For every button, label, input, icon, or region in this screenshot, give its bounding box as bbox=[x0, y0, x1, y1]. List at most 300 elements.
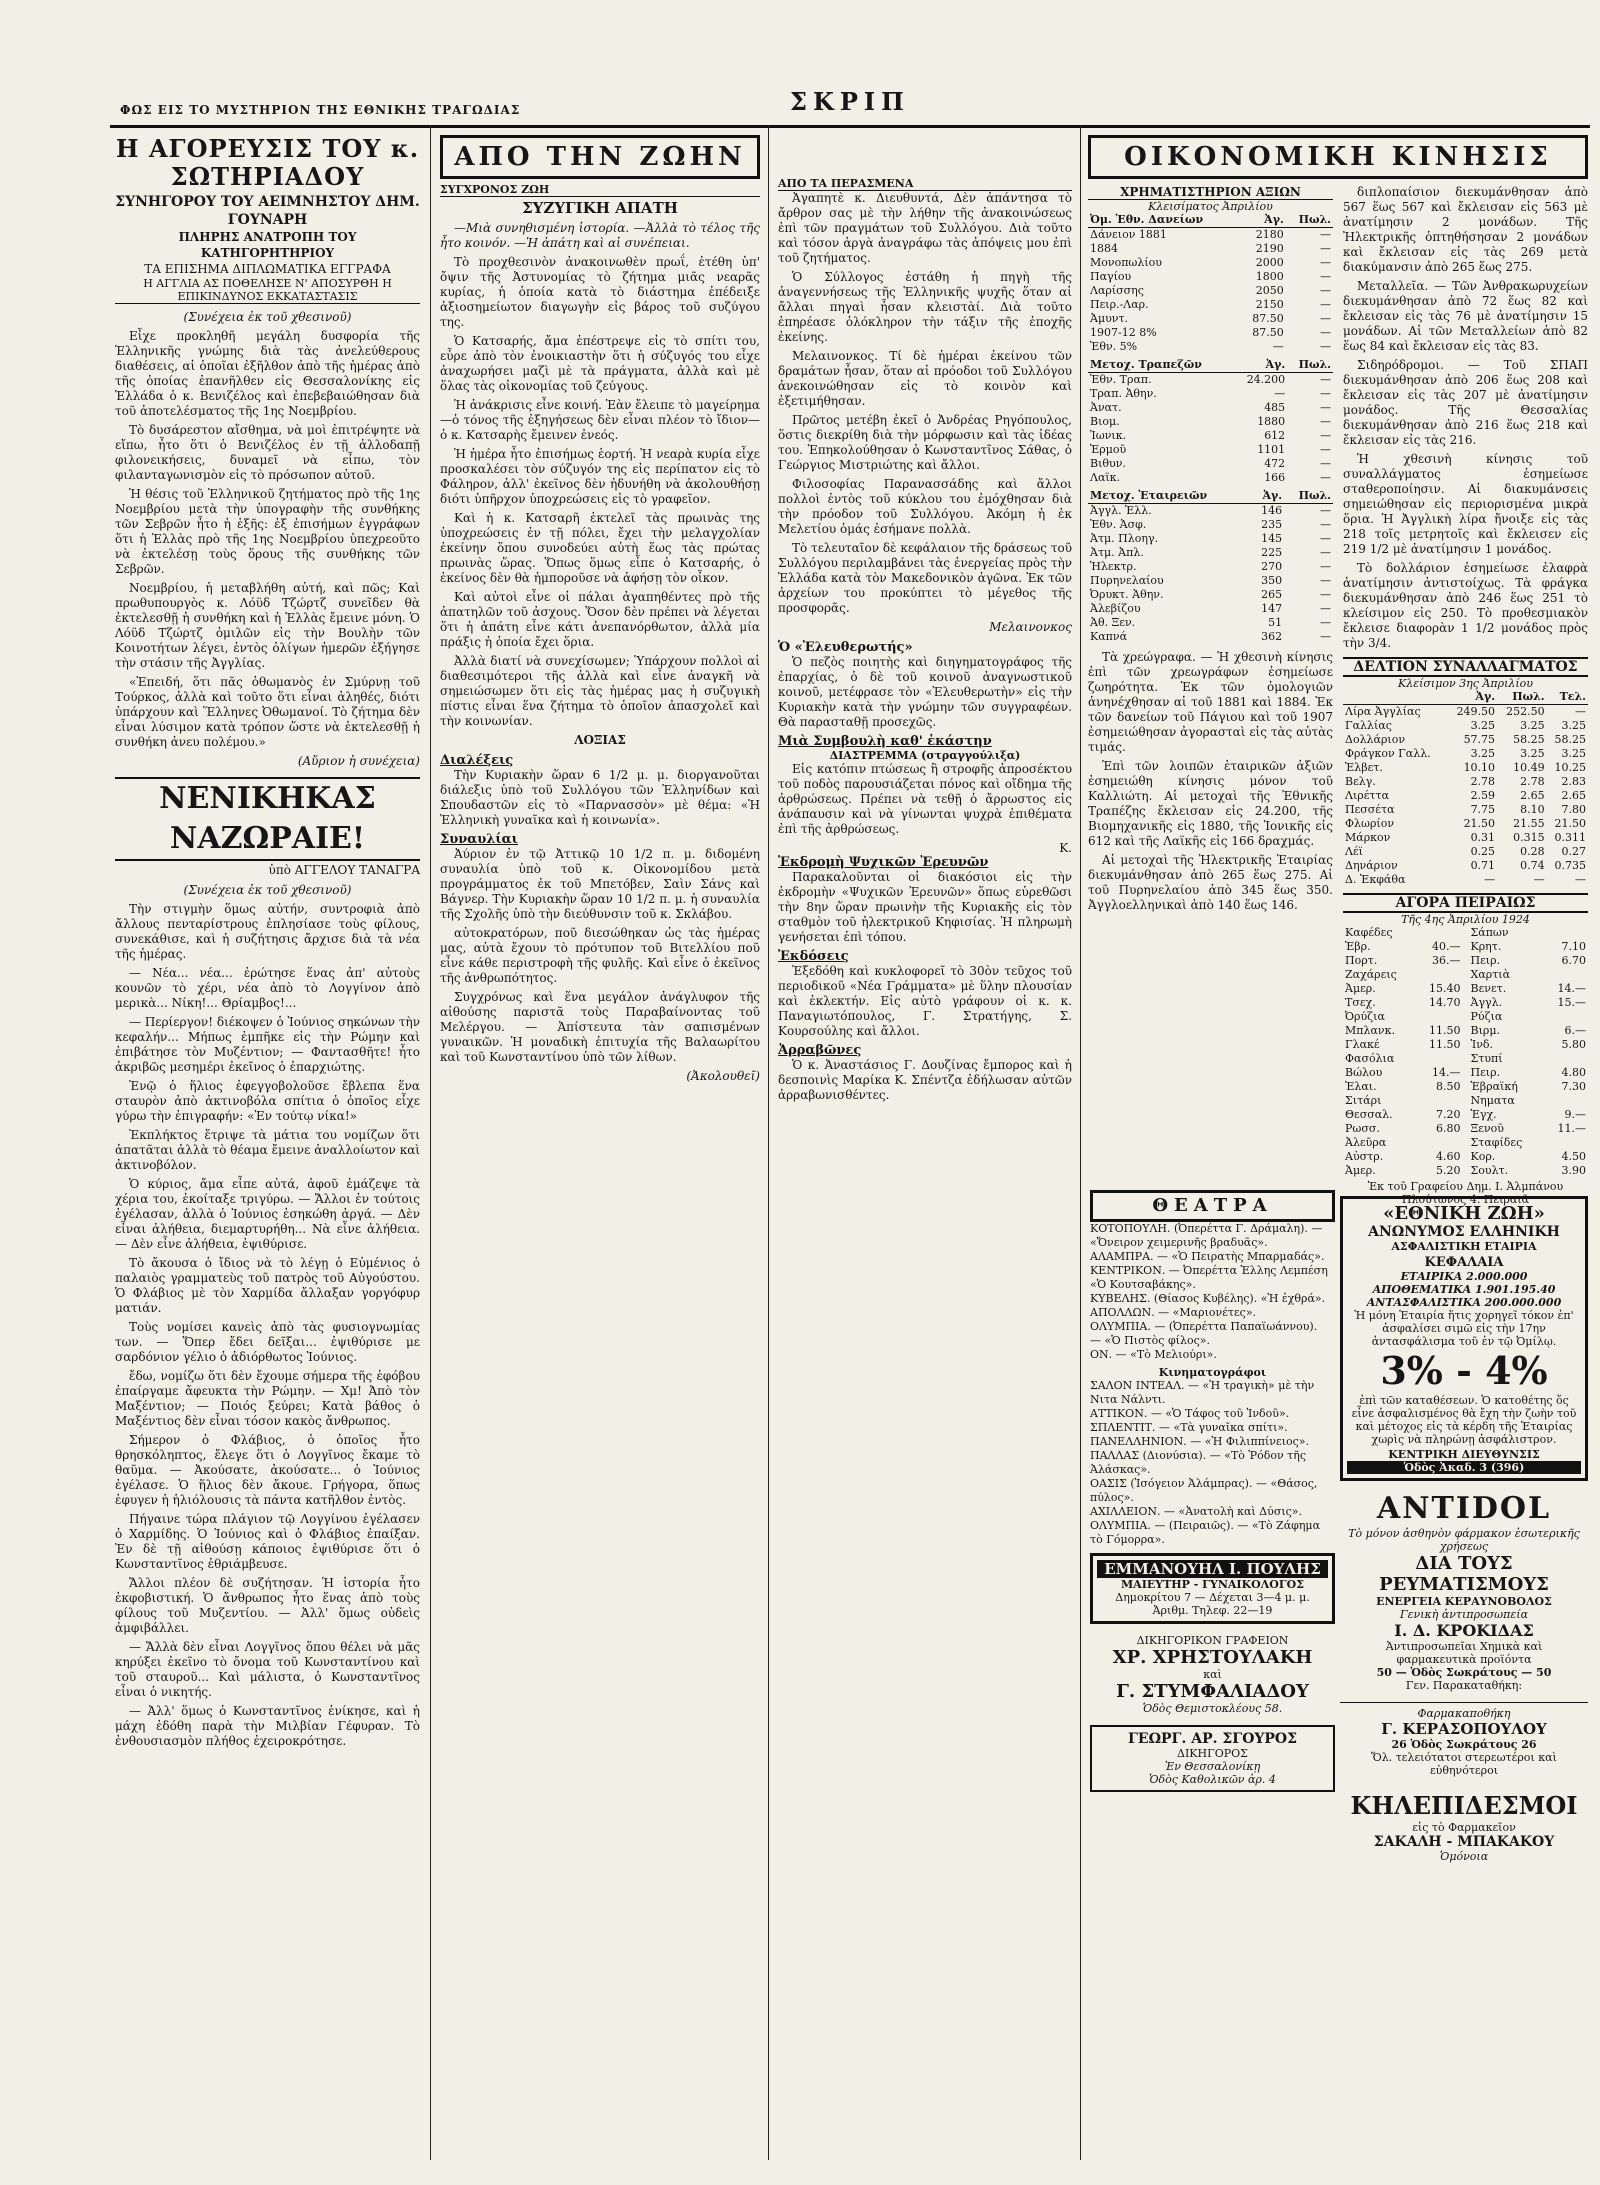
table-cell: 6.70 bbox=[1561, 954, 1586, 967]
article-paragraph: αὐτοκρατόρων, ποῦ διεσώθηκαν ὡς τὰς ἡμέρας μας, αὐτὰ ἔχουν τὸ πρότυπον τοῦ Βιτελλίου ποῦ εἶνε κάθε περιστροφὴ τῆς φυλῆς. Καὶ εἶνε ὁ ἐκεῖνος τῆς ἀνθρωπότητος. bbox=[440, 926, 760, 985]
table-cell: Ξενοῦ bbox=[1470, 1122, 1504, 1135]
table-cell: 21.55 bbox=[1513, 817, 1545, 830]
table-cell: — bbox=[1320, 616, 1331, 629]
market-title: ΑΓΟΡΑ ΠΕΙΡΑΙΩΣ bbox=[1343, 893, 1588, 913]
table-cell: 146 bbox=[1261, 504, 1283, 517]
table-cell: — bbox=[1320, 443, 1331, 456]
table-row bbox=[1343, 845, 1588, 859]
table-cell: — bbox=[1320, 532, 1331, 545]
table-row bbox=[1088, 373, 1333, 388]
ad-role: ΜΑΙΕΥΤΗΡ - ΓΥΝΑΙΚΟΛΟΓΟΣ bbox=[1121, 1578, 1304, 1591]
table-row bbox=[1469, 1094, 1589, 1108]
table-cell: 0.74 bbox=[1520, 859, 1545, 872]
table-row bbox=[1088, 387, 1333, 401]
column-rule bbox=[430, 125, 431, 2160]
column-2 bbox=[440, 135, 760, 2155]
ad-bandages bbox=[1340, 1787, 1588, 1867]
brief-text: Παρακαλοῦνται οἱ διακόσιοι εἰς τὴν ἐκδρομὴν «Ψυχικῶν Ἐρευνῶν» ὅπως εὑρεθῶσι τὴν 8ην ὥραν πρωινὴν τῆς Κυριακῆς εἰς τὸν σταθμὸν τοῦ ἠλεκτρικοῦ Κηφισίας. Ἡ πληρωμὴ γενήσεται ἐπὶ τόπου. bbox=[778, 870, 1072, 944]
continued-note: (Συνέχεια ἐκ τοῦ χθεσινοῦ) bbox=[183, 310, 352, 324]
table-cell: 147 bbox=[1261, 602, 1283, 615]
theatre-listing: ΚΟΤΟΠΟΥΛΗ. (Ὀπερέττα Γ. Δράμαλη). — «Ὄνειρον χειμερινῆς βραδυᾶς». bbox=[1090, 1222, 1323, 1249]
table-cell: Σιτάρι bbox=[1345, 1094, 1382, 1107]
article-subtitle: ΣΥΝΗΓΟΡΟΥ ΤΟΥ ΑΕΙΜΝΗΣΤΟΥ ΔΗΜ. ΓΟΥΝΑΡΗ bbox=[115, 194, 420, 228]
table-cell: 7.20 bbox=[1436, 1108, 1461, 1121]
table-cell: 11.50 bbox=[1429, 1038, 1461, 1051]
table-row bbox=[1343, 1164, 1463, 1178]
table-cell: Πεσσέτα bbox=[1345, 803, 1395, 816]
table-cell: — bbox=[1320, 471, 1331, 484]
ad-pharmacy bbox=[1340, 1702, 1588, 1781]
table-cell bbox=[1544, 926, 1588, 940]
table-cell: 4.50 bbox=[1561, 1150, 1586, 1163]
table-row bbox=[1088, 574, 1333, 588]
column-rule bbox=[1080, 125, 1081, 2160]
table-cell: Ἀμερ. bbox=[1345, 1164, 1376, 1177]
table-cell: 24.200 bbox=[1246, 373, 1286, 386]
ad-address: Δημοκρίτου 7 — Δέχεται 3—4 μ. μ. bbox=[1115, 1591, 1310, 1604]
ad-name: Γ. ΣΤΥΜΦΑΛΙΑΔΟΥ bbox=[1116, 1681, 1309, 1702]
cinema-listing: ΑΤΤΙΚΟΝ. — «Ὁ Τάφος τοῦ Ἰνδοῦ». bbox=[1090, 1407, 1290, 1420]
table-cell: 3.25 bbox=[1561, 747, 1586, 760]
table-cell: Λαρίσσης bbox=[1090, 284, 1144, 297]
table-cell: — bbox=[1320, 457, 1331, 470]
table-cell: Ἰνδ. bbox=[1470, 1038, 1494, 1051]
fx-subtitle: Κλείσιμον 3ης Ἀπριλίου bbox=[1398, 677, 1533, 690]
table-row bbox=[1469, 982, 1589, 996]
ads-right bbox=[1340, 1190, 1588, 2170]
market-commentary: Αἱ μετοχαὶ τῆς Ἠλεκτρικῆς Ἑταιρίας διεκυμάνθησαν ἀπὸ 265 ἕως 275. Αἱ τοῦ Πυρηνελαίου ἀπὸ 345 ἕως 350. Ἀγγλοελληνικαὶ ἀπὸ 140 ἕως 146. bbox=[1088, 853, 1333, 912]
market-commentary: Ἐπὶ τῶν λοιπῶν ἑταιρικῶν ἀξιῶν ἐσημειώθη κίνησις μόνον τοῦ Καλλιώτη. Αἱ μετοχαὶ τῆς Ἐθνικῆς Τραπέζης ἔκλεισαν εἰς 24.200, τῆς Βιομηχανικῆς εἰς 1880, τῆς Ἰονικῆς εἰς 612 καὶ τῆς Λαϊκῆς εἰς 166 δραχμάς. bbox=[1088, 759, 1333, 848]
table-cell: 3.25 bbox=[1520, 747, 1545, 760]
market-commentary: Μεταλλεῖα. — Τῶν Ἀνθρακωρυχείων διεκυμάνθησαν ἀπὸ 72 ἕως 82 καὶ ἔκλεισαν εἰς τὰς 76 μὲ ἀνατίμησιν 15 μονάδων. Αἱ τῶν Μεταλλείων ἀπὸ 82 ἕως 84 καὶ ἔκλεισαν εἰς τὰς 83. bbox=[1343, 279, 1588, 353]
table-row bbox=[1469, 1024, 1589, 1038]
story-paragraph: — Νέα... νέα... ἐρώτησε ἕνας ἀπ' αὐτοὺς κουνῶν τὸ χέρι, νέα ἀπὸ τὸ Λογγίνον ἀπὸ μερικὰ... Νίκη!... Θρίαμβος!... bbox=[115, 966, 420, 1010]
theatre-listing: ΟΝ. — «Τὸ Μελιούρι». bbox=[1090, 1348, 1217, 1361]
table-cell: 15.40 bbox=[1429, 982, 1461, 995]
brief-text: Ἀύριον ἐν τῷ Ἀττικῷ 10 1/2 π. μ. διδομένη συναυλία ὑπὸ τοῦ κ. Οἰκονομίδου μετὰ προγράμματος ἐκ τοῦ Μπετόβεν, Σαὶν Σάνς καὶ Βάγνερ. Τὴν Κυριακὴν ὥραν 10 1/2 π. μ. ἡ συναυλία τῆς Σχολῆς ὑπὸ τὴν διεύθυνσιν τοῦ κ. Σκλάβου. bbox=[440, 847, 760, 921]
table-cell: 235 bbox=[1261, 518, 1283, 531]
table-cell: Κορ. bbox=[1470, 1150, 1496, 1163]
article-paragraph: Ἀλλὰ διατί νὰ συνεχίσωμεν; Ὑπάρχουν πολλοὶ αἱ διαθεσιμότεροι τῆς ἀλλὰ καὶ εἶνε ἀναγκῆ νὰ σημειώσωμεν ὅτι εἰς τὰς ἡμέρας μας ἡ συζυγικὴ πίστις εἶναι ἕνα ζήτημα τὸ ὁποῖον ἀπασχολεῖ καὶ τὴν κοινωνίαν. bbox=[440, 654, 760, 728]
market-commentary: διπλοπαίσιον διεκυμάνθησαν ἀπὸ 567 ἕως 567 καὶ ἔκλεισαν εἰς 563 μὲ ἀνατίμησιν 2 μονάδων. Τῆς Ἠλεκτρικῆς ὁπτηθήσησαν 2 μονάδων καὶ ἔκλεισαν εἰς τὰς 269 μετὰ διακύμανσιν ἀπὸ 265 ἕως 275. bbox=[1343, 185, 1588, 274]
table-row bbox=[1343, 926, 1463, 940]
table-cell: Δάνειον 1881 bbox=[1090, 228, 1167, 241]
article-paragraph: Συγχρόνως καὶ ἕνα μεγάλον ἀνάγλυφον τῆς αἰθούσης παριστᾶ τοὺς Παραβαίνοντας τοῦ Μελέργου. — Ἀπίστευτα τὰν σαπισμένων γυναικῶν. Ἡ μοναδικὴ ἐπιτυχία τῆς Βαλαωρίτου καὶ τοῦ Κωνσταντίνου ὑπὸ τῶν λίθων. bbox=[440, 990, 760, 1064]
table-cell: Δηνάριον bbox=[1345, 859, 1398, 872]
letter-paragraph: Τὸ τελευταῖον δὲ κεφάλαιον τῆς δράσεως τοῦ Συλλόγου περιλαμβάνει τὰς ἐνεργείας πρὸς τὴν Ἑλλάδα κατὰ τὸν Μακεδονικὸν ἀγῶνα. Ἐκ τῶν ἀρχείων του προκύπτει τὸ μέγεθος τῆς προσφορᾶς. bbox=[778, 541, 1072, 615]
table-header: Μετοχ. Ἑταιρειῶν bbox=[1088, 489, 1251, 504]
table-cell: 1800 bbox=[1255, 270, 1284, 283]
table-row bbox=[1088, 228, 1333, 243]
table-cell bbox=[1544, 1136, 1588, 1150]
table-cell: 2150 bbox=[1255, 298, 1284, 311]
ad-text: ἐπὶ τῶν καταθέσεων. Ὁ κατοθέτης ὅς εἶνε ἀσφαλισμένος θὰ ἔχη τὴν ζωὴν τοῦ καὶ μέτοχος εἰς τὰ κέρδη τῆς Ἑταιρίας χωρὶς νὰ πληρώνῃ ἀσφάλιστρον. bbox=[1351, 1394, 1577, 1446]
cinema-listing: ΟΛΥΜΠΙΑ. — (Πειραιῶς). — «Τὸ Ζάφημα τὸ Γόμορρα». bbox=[1090, 1519, 1321, 1546]
article-paragraph: Τὸ προχθεσινὸν ἀνακοινωθὲν πρωΐ, ἐτέθη ὑπ' ὄψιν τῆς Ἀστυνομίας τὸ ζήτημα μιᾶς νεαρᾶς κυρίας, ἡ ὁποία κατὰ τὸ διάστημα ἐπέδειξε ἀξιοσημείωτον διαγωγὴν εἰς βάρος τοῦ συζύγου της. bbox=[440, 255, 760, 329]
subheading: Συναυλίαι bbox=[440, 832, 518, 847]
table-cell: 2.78 bbox=[1520, 775, 1545, 788]
table-row bbox=[1088, 560, 1333, 574]
ad-law-office bbox=[1090, 1630, 1335, 1719]
table-row bbox=[1088, 256, 1333, 270]
table-cell: 57.75 bbox=[1463, 733, 1496, 746]
article-subtitle-3: ΤΑ ΕΠΙΣΗΜΑ ΔΙΠΛΩΜΑΤΙΚΑ ΕΓΓΡΑΦΑ bbox=[144, 262, 391, 276]
table-row bbox=[1088, 401, 1333, 415]
story-paragraph: Ἄλλοι πλέον δὲ συζήτησαν. Ἡ ἱστορία ἦτο ἐκφοβιστική. Ὁ ἄνθρωπος ἦτο ἕνας ἀπὸ τοὺς φίλους τοῦ Μυζεντίου. — Ἀλλ' ὅμως οὐδεὶς ἀμφιβάλλει. bbox=[115, 1576, 420, 1635]
table-row bbox=[1343, 1094, 1463, 1108]
table-header: Ὀμ. Ἐθν. Δανείων bbox=[1088, 213, 1240, 228]
article-paragraph: Ἡ θέσις τοῦ Ἑλληνικοῦ ζητήματος πρὸ τῆς 1ης Νοεμβρίου μετὰ τὴν ὑπογραφὴν τῆς συνθήκης τῶν Σεβρῶν ἦτο ἡ ἑξῆς: ἐξ ἐπισήμων ἐγγράφων ὅτι ἡ Ἑλλὰς πρὸ τῆς 1ης Νοεμβρίου ὑπεχρεοῦτο νὰ ἐκτελέσῃ τοὺς ὅρους τῆς συνθήκης τῶν Σεβρῶν. bbox=[115, 487, 420, 576]
table-cell: Βιρμ. bbox=[1470, 1024, 1501, 1037]
table-row bbox=[1088, 630, 1333, 644]
table-cell: Ἀλεῦρα bbox=[1345, 1136, 1387, 1149]
cinema-listing: ΠΑΛΛΑΣ (Διονύσια). — «Τὸ Ῥόδον τῆς Ἀλάσκας». bbox=[1090, 1449, 1306, 1476]
table-row bbox=[1088, 532, 1333, 546]
ad-insurance bbox=[1340, 1196, 1588, 1481]
table-cell bbox=[1416, 1094, 1462, 1108]
table-cell: 0.28 bbox=[1520, 845, 1545, 858]
table-row bbox=[1343, 954, 1463, 968]
table-cell: 225 bbox=[1261, 546, 1283, 559]
table-cell: Ἀτμ. Ἀπλ. bbox=[1090, 546, 1144, 559]
cinema-list bbox=[1090, 1379, 1335, 1547]
table-cell: Ἀμερ. bbox=[1345, 982, 1376, 995]
table-row bbox=[1088, 471, 1333, 485]
table-row bbox=[1343, 996, 1463, 1010]
table-header: Πωλ. bbox=[1287, 358, 1333, 373]
ad-text: Ἡ μόνη Ἑταιρία ἥτις χορηγεῖ τόκον ἐπ' ἀσφαλίσει σιμῶ εἰς τὴν 17ην ἀντασφάλισμα τοῦ ἐν τῷ Ὀμίλῳ. bbox=[1354, 1309, 1574, 1348]
table-header: Πωλ. bbox=[1286, 213, 1333, 228]
table-row bbox=[1088, 270, 1333, 284]
ad-text: Τὸ μόνον ἀσθηνὸν φάρμακον ἐσωτερικῆς χρήσεως bbox=[1348, 1527, 1580, 1553]
table-header: Ἀγ. bbox=[1251, 489, 1285, 504]
table-cell: 166 bbox=[1264, 471, 1286, 484]
table-cell: — bbox=[1272, 340, 1284, 353]
table-row bbox=[1343, 803, 1588, 817]
signature: Κ. bbox=[1059, 841, 1072, 855]
table-row bbox=[1469, 1066, 1589, 1080]
table-cell: — bbox=[1320, 373, 1331, 386]
cinema-listing: ΠΑΝΕΛΛΗΝΙΟΝ. — «Ἡ Φιλιππίνειος». bbox=[1090, 1435, 1310, 1448]
table-row bbox=[1343, 1052, 1463, 1066]
ad-text: Ἀντιπροσωπεῖαι Χημικὰ καὶ φαρμακευτικὰ προϊόντα bbox=[1385, 1640, 1543, 1666]
table-cell: Γλακέ bbox=[1345, 1038, 1380, 1051]
table-cell: 2.59 bbox=[1470, 789, 1496, 802]
table-row bbox=[1343, 873, 1588, 887]
table-row bbox=[1088, 326, 1333, 340]
table-cell: 145 bbox=[1261, 532, 1283, 545]
table-cell: 362 bbox=[1261, 630, 1283, 643]
ad-line: ΑΠΟΘΕΜΑΤΙΚΑ 1.901.195.40 bbox=[1372, 1283, 1556, 1296]
table-cell: Καπνά bbox=[1090, 630, 1127, 643]
ad-title: ANTIDOL bbox=[1376, 1491, 1552, 1526]
table-row bbox=[1343, 968, 1463, 982]
table-row bbox=[1088, 340, 1333, 354]
table-cell: Φασόλια bbox=[1345, 1052, 1395, 1065]
ad-address: Ὁδὸς Καθολικῶν ἀρ. 4 bbox=[1149, 1773, 1276, 1786]
table-cell: Σουλτ. bbox=[1470, 1164, 1509, 1177]
ad-name: ΓΕΩΡΓ. ΑΡ. ΣΓΟΥΡΟΣ bbox=[1127, 1731, 1298, 1747]
table-cell: 8.10 bbox=[1520, 803, 1545, 816]
table-row bbox=[1088, 602, 1333, 616]
story-paragraph: — Ἀλλ' ὅμως ὁ Κωνσταντῖνος ἐνίκησε, καὶ ἡ μάχη ἐδόθη παρὰ τὴν Μιλβίαν Γέφυραν. Τὸ ἐνθουσιασμὸν πλήθος ἐχειροκρότησε. bbox=[115, 1704, 420, 1748]
table-row bbox=[1343, 859, 1588, 873]
table-cell: Ρύζια bbox=[1470, 1010, 1503, 1023]
ad-headline: ΔΙΑ ΤΟΥΣ ΡΕΥΜΑΤΙΣΜΟΥΣ bbox=[1379, 1553, 1549, 1595]
masthead bbox=[110, 87, 1590, 128]
continued-tag: (Αὔριον ἡ συνέχεια) bbox=[297, 754, 420, 768]
table-cell: Ἀνατ. bbox=[1090, 401, 1122, 414]
table-cell: 5.80 bbox=[1561, 1038, 1586, 1051]
table-cell: Ἡλεκτρ. bbox=[1090, 560, 1137, 573]
table-cell bbox=[1416, 968, 1462, 982]
table-row bbox=[1088, 457, 1333, 471]
story-paragraph: Ἐκπλήκτος ἔτριψε τὰ μάτια του νομίζων ὅτι ἀπατᾶται ἀλλὰ τὸ θέαμα ἔμεινε ἀναλλοίωτον καὶ ἀκτινοβόλον. bbox=[115, 1128, 420, 1172]
table-cell: Ἐγχ. bbox=[1470, 1108, 1497, 1121]
continued-tag: (Ἀκολουθεῖ) bbox=[686, 1069, 760, 1083]
table-cell: 1101 bbox=[1257, 443, 1286, 456]
ad-role: ΔΙΚΗΓΟΡΟΣ bbox=[1177, 1747, 1248, 1760]
ad-title: ΚΗΛΕΠΙΔΕΣΜΟΙ bbox=[1350, 1791, 1578, 1820]
table-row bbox=[1088, 284, 1333, 298]
table-cell: Πειρ. bbox=[1470, 954, 1501, 967]
table-row bbox=[1088, 242, 1333, 256]
table-cell: — bbox=[1274, 387, 1286, 400]
table-row bbox=[1343, 775, 1588, 789]
table-cell: 0.27 bbox=[1561, 845, 1586, 858]
table-cell: — bbox=[1320, 518, 1331, 531]
table-cell: Λιρέττα bbox=[1345, 789, 1390, 802]
ad-conjunction: καὶ bbox=[1203, 1668, 1222, 1681]
ad-line: ΑΝΤΑΣΦΑΛΙΣΤΙΚΑ 200.000.000 bbox=[1366, 1296, 1562, 1309]
ad-distributor-label: Γενικὴ ἀντιπροσωπεία bbox=[1399, 1608, 1529, 1621]
brief-text: Ὁ κ. Ἀναστάσιος Γ. Δουζίνας ἔμπορος καὶ ἡ δεσποινὶς Μαρίκα Κ. Σπέντζα ἐδήλωσαν αὐτῶν ἀρραβωνισθέντες. bbox=[778, 1058, 1072, 1102]
table-cell: — bbox=[1484, 873, 1496, 886]
table-cell: 3.25 bbox=[1470, 719, 1496, 732]
table-row bbox=[1343, 733, 1588, 747]
table-row bbox=[1469, 1164, 1589, 1178]
table-cell: Λαϊκ. bbox=[1090, 471, 1121, 484]
article-paragraph: Ἡ ἡμέρα ἦτο ἐπισήμως ἑορτή. Ἡ νεαρὰ κυρία εἶχε προσκαλέσει τὸν σύζυγόν της εἰς περίπατον εἰς τὸ Φάληρον, ἀλλ' ἐκεῖνος δὲν ἠδυνήθη νὰ ἀκολουθήσῃ διότι ὑπῆρχον ὑποχρεώσεις εἰς τὸ γραφεῖον. bbox=[440, 447, 760, 506]
ad-gynaecologist bbox=[1090, 1553, 1335, 1624]
table-cell: — bbox=[1320, 560, 1331, 573]
ad-label: ΔΙΚΗΓΟΡΙΚΟΝ ΓΡΑΦΕΙΟΝ bbox=[1136, 1634, 1289, 1647]
table-cell: Τραπ. Ἀθην. bbox=[1090, 387, 1157, 400]
table-cell: Στυπί bbox=[1470, 1052, 1503, 1065]
article-paragraph: Ὁ Κατσαρής, ἄμα ἐπέστρεψε εἰς τὸ σπίτι του, εὗρε ἀπὸ τὸν ἐνοικιαστὴν ὅτι ἡ σύζυγός του εἶχε ἀναχωρήσει μαζὶ μὲ τὰ πράγματα, ἀλλὰ καὶ μὲ ὅλας τὰς οἰκονομίας τοῦ ζεύγους. bbox=[440, 334, 760, 393]
table-cell: Νηματα bbox=[1470, 1094, 1515, 1107]
table-cell: 7.30 bbox=[1561, 1080, 1586, 1093]
cinema-listing: ΑΧΙΛΛΕΙΟΝ. — «Ἀνατολὴ καὶ Δύσις». bbox=[1090, 1505, 1303, 1518]
letter-paragraph: Ἀγαπητὲ κ. Διευθυντά, Δὲν ἀπάντησα τὸ ἄρθρον σας μὲ τὴν λήθην τῆς ἀνακοινώσεως ἐπὶ τῶν πραγμάτων τοῦ Συλλόγου. Διὰ τοῦτο καὶ τόσον ἀργὰ ἀναγράφω τὰς ἀπόψεις μου ἐπὶ τοῦ ζητήματος. bbox=[778, 191, 1072, 265]
market-table-right bbox=[1469, 926, 1589, 1178]
ad-subtitle: ΑΝΩΝΥΜΟΣ ΕΛΛΗΝΙΚΗ bbox=[1368, 1224, 1560, 1240]
table-row bbox=[1469, 1010, 1589, 1024]
story-paragraph: Ὁ κύριος, ἄμα εἶπε αὐτά, ἀφοῦ ἐμάζεψε τὰ χέρια του, ἐκοίταξε τριγύρω. — Ἄλλοι ἐν τούτοις ἐγέλασαν, ἀλλὰ ὁ Ἰούνιος ἐσηκώθη ἀργά. — Δὲν εἶναι ἀλήθεια, διεμαρτυρήθη... Νὰ εἶνε ἀλήθεια. — Δὲν εἶνε ἀλήθεια, ἐψιθύρισε. bbox=[115, 1177, 420, 1251]
company-shares-table bbox=[1088, 489, 1333, 644]
table-header bbox=[1343, 690, 1448, 705]
column-1 bbox=[115, 135, 420, 2155]
table-cell: — bbox=[1320, 546, 1331, 559]
continued-note: (Συνέχεια ἐκ τοῦ χθεσινοῦ) bbox=[183, 883, 352, 897]
fx-title: ΔΕΛΤΙΟΝ ΣΥΝΑΛΛΑΓΜΑΤΟΣ bbox=[1343, 657, 1588, 677]
table-cell: 0.31 bbox=[1470, 831, 1496, 844]
table-cell: — bbox=[1320, 242, 1331, 255]
table-cell: 2.83 bbox=[1561, 775, 1586, 788]
ad-city: Ἐν Θεσσαλονίκῃ bbox=[1164, 1760, 1261, 1773]
table-cell: Ἑλβετ. bbox=[1345, 761, 1383, 774]
table-cell: Σταφίδες bbox=[1470, 1136, 1523, 1149]
byline: ὑπὸ ΑΓΓΕΛΟΥ ΤΑΝΑΓΡΑ bbox=[268, 863, 420, 877]
table-cell: Χαρτιὰ bbox=[1470, 968, 1511, 981]
market-table-left bbox=[1343, 926, 1463, 1178]
ads-left bbox=[1090, 1190, 1335, 2170]
table-row bbox=[1343, 1038, 1463, 1052]
market-footer-2: Πλούτωνος 4. Πειραιᾶ bbox=[1401, 1193, 1530, 1206]
table-cell: — bbox=[1575, 873, 1586, 886]
table-cell: Ἀθ. Ξεν. bbox=[1090, 616, 1136, 629]
table-cell: 4.80 bbox=[1561, 1066, 1586, 1079]
table-cell: — bbox=[1320, 270, 1331, 283]
ad-text: εἰς τὸ Φαρμακεῖον bbox=[1412, 1821, 1516, 1834]
subheading: Ἐκδόσεις bbox=[778, 949, 849, 964]
table-row bbox=[1088, 443, 1333, 457]
story-title: ΝΕΝΙΚΗΚΑΣ ΝΑΖΩΡΑΙΕ! bbox=[115, 777, 420, 861]
ad-line: ΕΤΑΙΡΙΚΑ 2.000.000 bbox=[1400, 1270, 1528, 1283]
table-cell bbox=[1416, 1052, 1462, 1066]
ad-name: ΣΑΚΑΛΗ - ΜΠΑΚΑΚΟΥ bbox=[1373, 1834, 1555, 1850]
table-row bbox=[1343, 1108, 1463, 1122]
story-paragraph: Πήγαινε τώρα πλάγιον τῷ Λογγίνου ἐγέλασεν ὁ Χαρμίδης. Ὁ Ἰούνιος καὶ ὁ Φλάβιος ἐπαίξαν. Ἐν δὲ τῇ αἰθούσῃ κάποιος ἐψιθύρισε ὅτι ὁ Κωνσταντῖνος ἐθριάμβευσε. bbox=[115, 1512, 420, 1571]
story-paragraph: Ἐνῷ ὁ ἥλιος ἐφεγγοβολοῦσε ἔβλεπα ἕνα σταυρὸν ἀπὸ ἀκτινοβόλα σπίτια ὁ ὁποῖος εἶχε γύρω τὴν ἐπιγραφήν: «Ἐν τούτῳ νίκα!» bbox=[115, 1079, 420, 1123]
section-title: ΟΙΚΟΝΟΜΙΚΗ ΚΙΝΗΣΙΣ bbox=[1088, 135, 1588, 179]
table-cell: Πειρ. bbox=[1470, 1066, 1501, 1079]
table-cell: 249.50 bbox=[1456, 705, 1496, 718]
table-cell: Ἐθν. 5% bbox=[1090, 340, 1138, 353]
table-cell: Ζαχάρεις bbox=[1345, 968, 1397, 981]
table-cell: 36.— bbox=[1432, 954, 1461, 967]
table-cell: — bbox=[1320, 401, 1331, 414]
table-cell: Ὀρύζια bbox=[1345, 1010, 1385, 1023]
table-cell: Βενετ. bbox=[1470, 982, 1507, 995]
paper-name: ΣΚΡΙΠ bbox=[790, 87, 910, 116]
letter-paragraph: Φιλοσοφίας Παρανασσάδης καὶ ἄλλοι πολλοὶ ἐντὸς τοῦ κύκλου του ἐμόχθησαν διὰ τὴν πρόοδον τοῦ Συλλόγου. Ἀκόμη ἡ ἐκ Μελετίου ὁμάς ἐσήμανε πολλὰ. bbox=[778, 477, 1072, 536]
cinema-title: Κινηματογράφοι bbox=[1158, 1366, 1267, 1379]
table-row bbox=[1469, 1122, 1589, 1136]
table-cell: 6.— bbox=[1564, 1024, 1586, 1037]
table-cell: 3.25 bbox=[1561, 719, 1586, 732]
table-cell: Ρωσσ. bbox=[1345, 1122, 1380, 1135]
ad-capital-label: ΚΕΦΑΛΑΙΑ bbox=[1424, 1255, 1504, 1270]
table-cell: 4.60 bbox=[1436, 1150, 1461, 1163]
market-commentary: Σιδηρόδρομοι. — Τοῦ ΣΠΑΠ διεκυμάνθησαν ἀπὸ 206 ἕως 208 καὶ ἔκλεισαν εἰς τὰς 207 μὲ ἀνατίμησιν μονάδος. Τῆς Θεσσαλίας διεκυμάνθησαν ἀπὸ 216 ἕως 218 καὶ ἔκλεισαν εἰς τὰς 216. bbox=[1343, 358, 1588, 447]
table-cell: Ὀρυκτ. Ἀθην. bbox=[1090, 588, 1164, 601]
table-cell bbox=[1544, 1010, 1588, 1024]
theatre-listing: ΚΥΒΕΛΗΣ. (Θίασος Κυβέλης). «Ἡ ἐχθρά». bbox=[1090, 1292, 1326, 1305]
table-row bbox=[1343, 940, 1463, 954]
table-row bbox=[1343, 1122, 1463, 1136]
rubric: ΣΥΓΧΡΟΝΟΣ ΖΩΗ bbox=[440, 183, 760, 197]
table-cell: 270 bbox=[1261, 560, 1283, 573]
letter-paragraph: Πρῶτος μετέβη ἐκεῖ ὁ Ἀνδρέας Ρηγόπουλος, ὅστις διεκρίθη διὰ τὴν μόρφωσιν καὶ τὰς ἰδέας του. Ἐπηκολούθησαν ὁ Κωνσταντῖνος Σάθας, ὁ Γεώργιος Μιστριώτης καὶ ἄλλοι. bbox=[778, 413, 1072, 472]
column-3 bbox=[778, 135, 1072, 2155]
table-header: Τελ. bbox=[1547, 690, 1588, 705]
table-cell: 485 bbox=[1264, 401, 1286, 414]
ad-address: 50 — Ὁδὸς Σωκράτους — 50 bbox=[1376, 1666, 1552, 1679]
table-cell: — bbox=[1320, 504, 1331, 517]
table-row bbox=[1469, 996, 1589, 1010]
market-commentary-right bbox=[1343, 185, 1588, 1206]
rubric: ΑΠΟ ΤΑ ΠΕΡΑΣΜΕΝΑ bbox=[778, 177, 1072, 191]
table-cell: 612 bbox=[1264, 429, 1286, 442]
advice-heading: ΔΙΑΣΤΡΕΜΜΑ (στραγγούλιξα) bbox=[829, 749, 1021, 762]
theatre-listing: ΟΛΥΜΠΙΑ. — (Ὀπερέττα Παπαϊωάννου). bbox=[1090, 1320, 1318, 1333]
table-row bbox=[1343, 831, 1588, 845]
ad-name: Ι. Δ. ΚΡΟΚΙΔΑΣ bbox=[1394, 1621, 1534, 1640]
table-cell: Ἀγγλ. bbox=[1470, 996, 1503, 1009]
ad-footer: ΚΕΝΤΡΙΚΗ ΔΙΕΥΘΥΝΣΙΣ bbox=[1388, 1448, 1540, 1461]
table-cell: 252.50 bbox=[1506, 705, 1545, 718]
table-cell: 7.80 bbox=[1561, 803, 1586, 816]
table-cell: 14.— bbox=[1432, 1066, 1461, 1079]
subheading: Διαλέξεις bbox=[440, 753, 514, 768]
table-row bbox=[1469, 1136, 1589, 1150]
subheading: Ἑκδρομὴ Ψυχικῶν Ἐρευνῶν bbox=[778, 855, 989, 870]
subheading: Ἀρραβῶνες bbox=[778, 1043, 862, 1058]
table-row bbox=[1343, 1080, 1463, 1094]
theatre-listing: ΑΠΟΛΛΩΝ. — «Μαριονέτες». bbox=[1090, 1306, 1257, 1319]
table-cell: — bbox=[1575, 705, 1586, 718]
table-cell: 472 bbox=[1264, 457, 1286, 470]
table-cell: Παγίου bbox=[1090, 270, 1132, 283]
table-row bbox=[1343, 719, 1588, 733]
table-row bbox=[1469, 968, 1589, 982]
table-cell: 2180 bbox=[1255, 228, 1284, 241]
table-cell: Μπλανκ. bbox=[1345, 1024, 1395, 1037]
bank-shares-table bbox=[1088, 358, 1333, 485]
table-cell: 10.10 bbox=[1463, 761, 1496, 774]
table-cell: 8.50 bbox=[1436, 1080, 1461, 1093]
table-cell: 5.20 bbox=[1436, 1164, 1461, 1177]
table-cell: Ἰωνικ. bbox=[1090, 429, 1127, 442]
table-cell: 350 bbox=[1261, 574, 1283, 587]
story-paragraph: Τὸ ἄκουσα ὁ ἴδιος νὰ τὸ λέγῃ ὁ Εὐμένιος ὁ παλαιὸς γραμματεὺς τοῦ πατρὸς τοῦ Αὐγούστου. Ὁ Φλάβιος μὲ τὸν Χαρμίδα ἄλλαξαν γοργόφυρ ματιάν. bbox=[115, 1256, 420, 1315]
market-tables bbox=[1088, 185, 1333, 1206]
table-cell: — bbox=[1320, 429, 1331, 442]
table-cell: Ἀτμ. Πλοηγ. bbox=[1090, 532, 1159, 545]
table-cell bbox=[1544, 968, 1588, 982]
table-cell: 14.— bbox=[1557, 982, 1586, 995]
headline: ΣΥΖΥΓΙΚΗ ΑΠΑΤΗ bbox=[522, 199, 678, 217]
table-cell: 1884 bbox=[1090, 242, 1118, 255]
table-cell: 1880 bbox=[1257, 415, 1286, 428]
table-cell: Ἐθν. Ἀσφ. bbox=[1090, 518, 1147, 531]
ad-text: Ὅλ. τελειότατοι στερεωτέροι καὶ εὐθηνότεροι bbox=[1371, 1751, 1557, 1777]
ad-subheadline: ΕΝΕΡΓΕΙΑ ΚΕΡΑΥΝΟΒΟΛΟΣ bbox=[1376, 1595, 1552, 1608]
table-cell: 265 bbox=[1261, 588, 1283, 601]
article-subtitle-4: Η ΑΓΓΛΙΑ ΑΣ ΠΟΘΕΛΗΣΕ Ν' ΑΠΟΣΥΡΘΗ Η ΕΠΙΚΙΝΔΥΝΟΣ ΕΚΚΑΤΑΣΤΑΣΙΣ bbox=[115, 277, 420, 304]
table-cell: Δολλάριον bbox=[1345, 733, 1406, 746]
ad-subtitle: ΑΣΦΑΛΙΣΤΙΚΗ ΕΤΑΙΡΙΑ bbox=[1391, 1240, 1537, 1253]
table-cell: Ἐθν. Τραπ. bbox=[1090, 373, 1152, 386]
table-cell: Πυρηνελαίου bbox=[1090, 574, 1164, 587]
table-row bbox=[1343, 1024, 1463, 1038]
brief-text: Εἰς κατόπιν πτώσεως ἢ στροφῆς ἀπροσέκτου τοῦ ποδὸς παρουσιάζεται πόνος καὶ οἴδημα τῆς ἀρθρώσεως. Πρέπει νὰ τεθῇ ὁ ἄρρωστος εἰς ἀνάπαυσιν καὶ νὰ γίνωνται ψυχρὰ ἐπιθέματα ἐπὶ τῆς ἀρθρώσεως. bbox=[778, 762, 1072, 836]
table-row bbox=[1088, 518, 1333, 532]
signature: ΛΟΞΙΑΣ bbox=[574, 733, 626, 747]
table-cell bbox=[1544, 1094, 1588, 1108]
ad-label: Φαρμακαποθήκη bbox=[1417, 1707, 1511, 1720]
